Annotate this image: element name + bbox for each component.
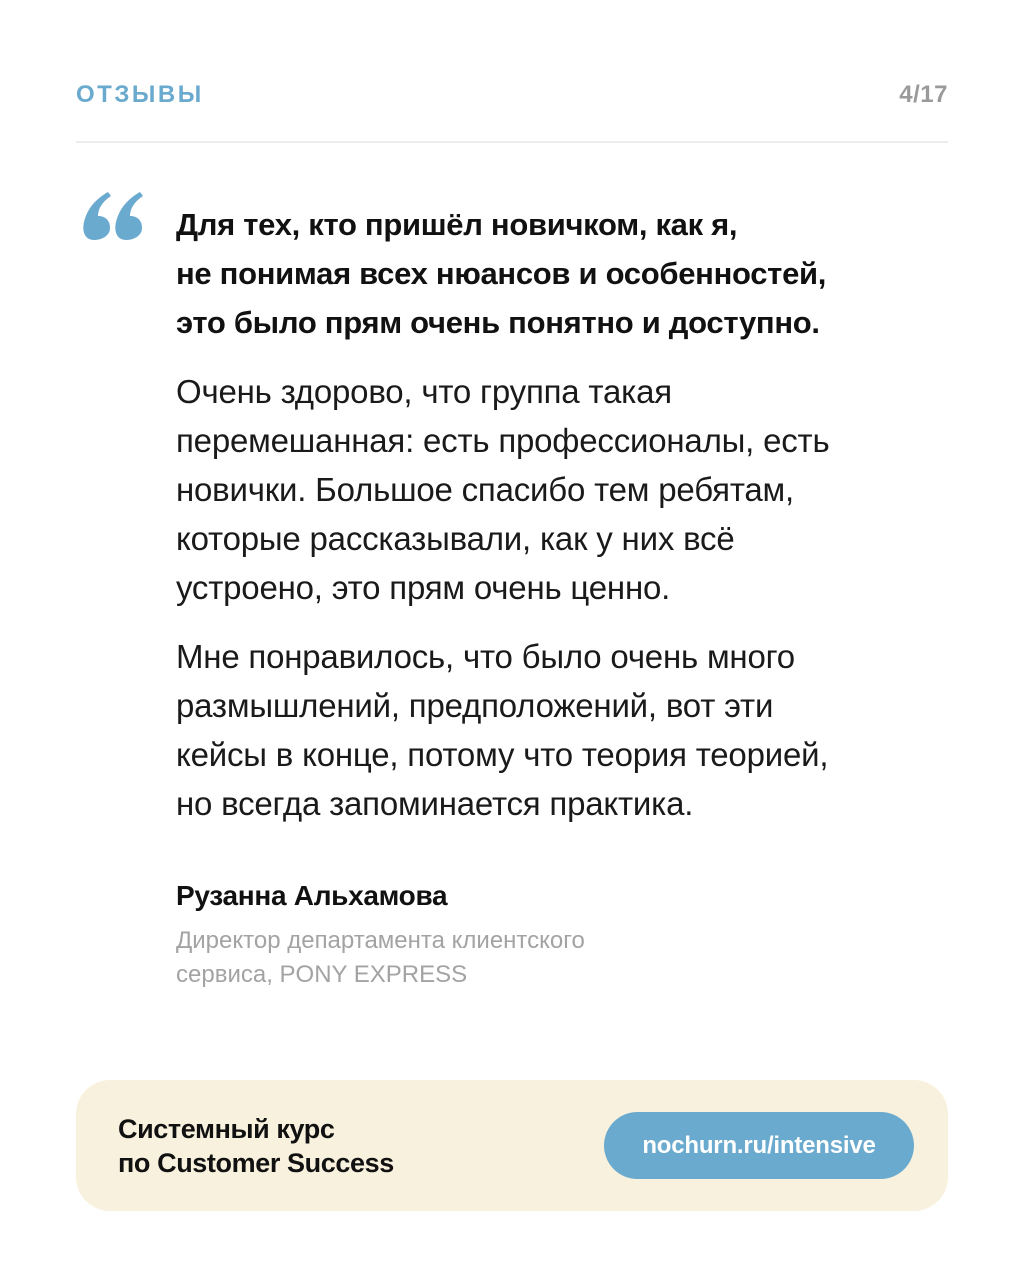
header — [76, 78, 948, 112]
paragraph-line: устроено, это прям очень ценно. — [176, 569, 671, 606]
course-banner — [76, 1080, 948, 1211]
testimonial-paragraph-1 — [176, 367, 936, 612]
page-counter: 4/17 — [899, 81, 948, 108]
banner-title — [118, 1112, 394, 1180]
testimonial-lead — [176, 200, 936, 347]
lead-line: Для тех, кто пришёл новичком, как я, — [176, 207, 738, 242]
paragraph-line: кейсы в конце, потому что теория теорией, — [176, 736, 829, 773]
author-name: Рузанна Альхамова — [176, 880, 448, 911]
testimonial-paragraph-2 — [176, 632, 936, 828]
paragraph-line: которые рассказывали, как у них всё — [176, 520, 735, 557]
course-link-button[interactable]: nochurn.ru/intensive — [604, 1112, 914, 1179]
paragraph-line: Мне понравилось, что было очень много — [176, 638, 795, 675]
quote-mark-icon — [80, 170, 150, 250]
author-role-line: Директор департамента клиентского — [176, 927, 585, 954]
author-block — [176, 876, 776, 992]
banner-title-line: по Customer Success — [118, 1148, 394, 1178]
section-label: ОТЗЫВЫ — [76, 81, 204, 108]
lead-line: это было прям очень понятно и доступно. — [176, 305, 820, 340]
header-divider — [76, 141, 948, 143]
paragraph-line: новички. Большое спасибо тем ребятам, — [176, 471, 794, 508]
paragraph-line: но всегда запоминается практика. — [176, 785, 694, 822]
paragraph-line: Очень здорово, что группа такая — [176, 373, 672, 410]
testimonial-body — [176, 200, 936, 828]
lead-line: не понимая всех нюансов и особенностей, — [176, 256, 827, 291]
paragraph-line: размышлений, предположений, вот эти — [176, 687, 774, 724]
banner-title-line: Системный курс — [118, 1114, 335, 1144]
author-role-line: сервиса, PONY EXPRESS — [176, 961, 468, 988]
author-role — [176, 924, 776, 992]
paragraph-line: перемешанная: есть профессионалы, есть — [176, 422, 830, 459]
